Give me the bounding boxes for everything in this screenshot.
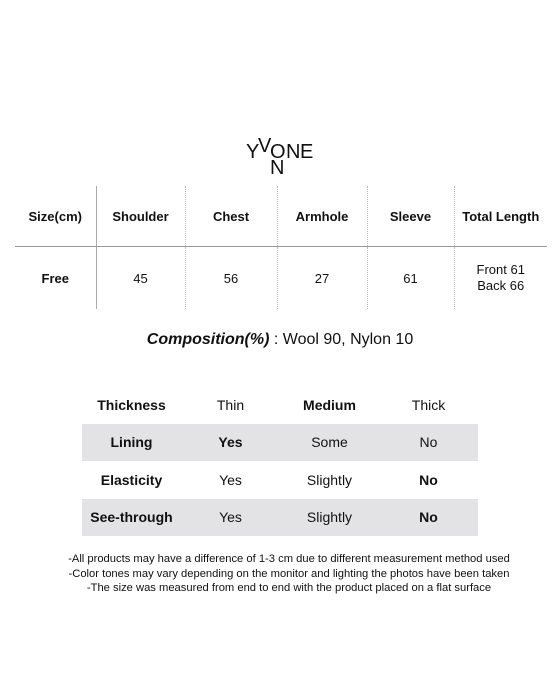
brand-logo bbox=[240, 132, 320, 178]
header-total-length: Total Length bbox=[454, 186, 547, 247]
fabric-option: Slightly bbox=[306, 471, 353, 488]
fabric-option: Yes bbox=[219, 471, 242, 488]
header-chest: Chest bbox=[185, 186, 277, 247]
composition-label: Composition(%) bbox=[146, 331, 270, 348]
note-line: -The size was measured from end to end with the product placed on a flat surface bbox=[86, 582, 492, 594]
header-size: Size(cm) bbox=[15, 186, 96, 247]
logo-letter: N bbox=[270, 157, 285, 178]
size-value: Free bbox=[15, 247, 96, 310]
fabric-row bbox=[82, 499, 478, 537]
fabric-option: Thick bbox=[411, 396, 446, 413]
fabric-option: No bbox=[379, 424, 478, 462]
fabric-option-selected: Yes bbox=[181, 424, 280, 462]
logo-letter: V bbox=[258, 135, 272, 157]
header-shoulder: Shoulder bbox=[96, 186, 185, 247]
fabric-row-label: See-through bbox=[82, 499, 181, 537]
fabric-option: Some bbox=[280, 424, 379, 462]
fabric-row bbox=[82, 424, 478, 462]
logo-letter: Y bbox=[246, 141, 260, 163]
header-armhole: Armhole bbox=[277, 186, 367, 247]
chest-value: 56 bbox=[185, 247, 277, 310]
note-line: -All products may have a difference of 1-3 cm due to different measurement method used bbox=[68, 553, 510, 565]
composition-line bbox=[0, 331, 560, 349]
note-line: -Color tones may vary depending on the monitor and lighting the photos have been taken bbox=[68, 567, 510, 580]
logo-letter: N bbox=[286, 141, 301, 163]
fabric-option: Thin bbox=[216, 396, 245, 413]
composition-separator: : bbox=[269, 331, 283, 348]
fabric-row-label: Elasticity bbox=[100, 471, 163, 488]
total-length-value bbox=[454, 247, 547, 310]
size-table bbox=[15, 186, 547, 309]
fabric-option: Slightly bbox=[280, 499, 379, 537]
total-length-back: Back 66 bbox=[477, 278, 525, 293]
logo-letter: O bbox=[270, 141, 286, 163]
fabric-option: Yes bbox=[181, 499, 280, 537]
fabric-row bbox=[82, 461, 478, 499]
header-sleeve: Sleeve bbox=[367, 186, 454, 247]
fabric-row-label: Thickness bbox=[97, 396, 166, 413]
shoulder-value: 45 bbox=[96, 247, 185, 310]
size-table-header bbox=[15, 186, 547, 247]
total-length-front: Front 61 bbox=[476, 262, 525, 277]
composition-value: Wool 90, Nylon 10 bbox=[282, 331, 414, 348]
sleeve-value: 61 bbox=[367, 247, 454, 310]
brand-logo-mark bbox=[240, 132, 320, 178]
notes bbox=[0, 552, 560, 596]
size-table-row bbox=[15, 247, 547, 310]
fabric-row bbox=[82, 386, 478, 424]
fabric-option-selected: No bbox=[379, 499, 478, 537]
logo-letter: E bbox=[300, 141, 314, 163]
fabric-properties-table bbox=[82, 386, 478, 536]
fabric-option-selected: No bbox=[419, 471, 438, 488]
fabric-option-selected: Medium bbox=[303, 396, 356, 413]
armhole-value: 27 bbox=[277, 247, 367, 310]
fabric-row-label: Lining bbox=[82, 424, 181, 462]
